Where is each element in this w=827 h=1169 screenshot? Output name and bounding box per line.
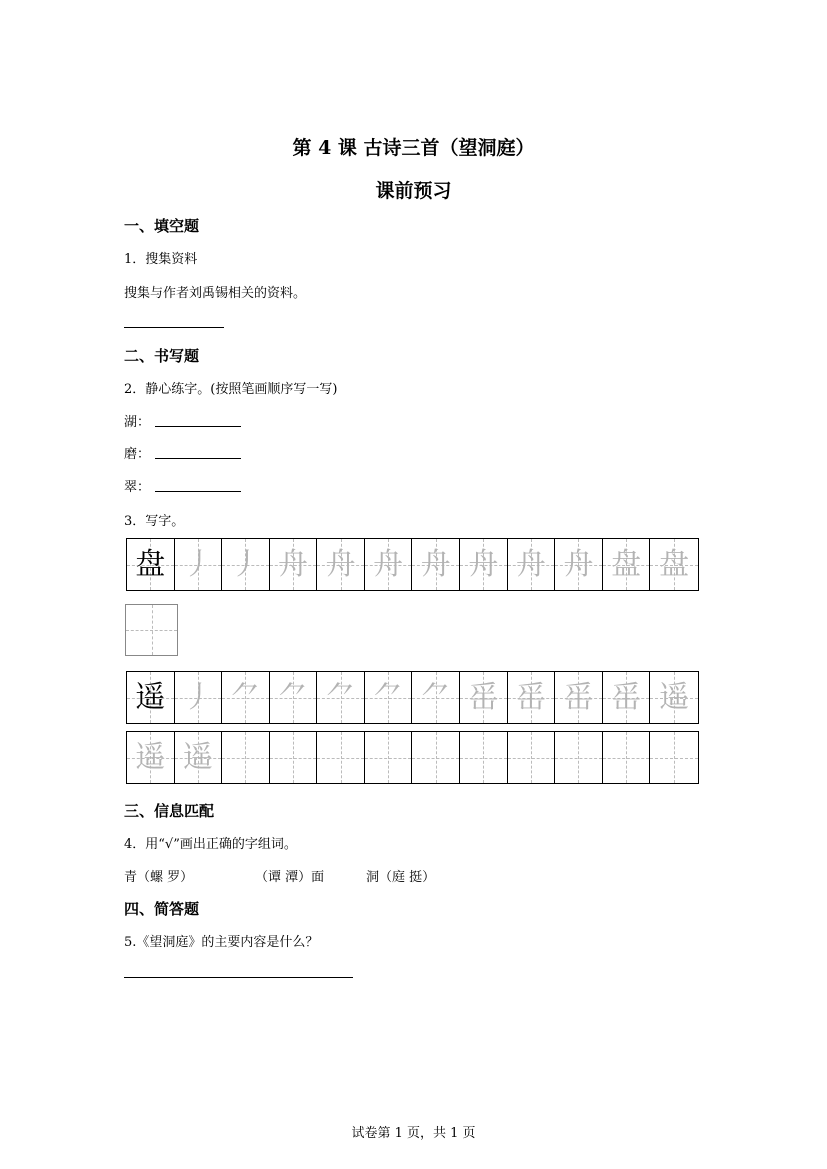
practice-cell[interactable]: [650, 732, 698, 783]
stroke-cell: [508, 539, 556, 590]
question-4-label: 4．用“√”画出正确的字组词。: [124, 837, 297, 852]
question-1-text: 搜集与作者刘禹锡相关的资料。: [124, 286, 307, 301]
writing-line-mo[interactable]: [155, 458, 241, 459]
stroke-step: ⺈: [278, 679, 309, 715]
match-option-1[interactable]: 青（螺 罗）: [124, 870, 194, 885]
stroke-step: 舟: [563, 546, 594, 582]
stroke-step: 丿: [230, 546, 261, 582]
stroke-cell: [603, 672, 651, 723]
stroke-cell: [650, 672, 698, 723]
stroke-cell: [412, 672, 460, 723]
practice-cell[interactable]: [412, 732, 460, 783]
stroke-step: 盘: [659, 546, 690, 582]
stroke-step: 䍃: [468, 679, 499, 715]
practice-cell[interactable]: [365, 732, 413, 783]
writing-line-hu[interactable]: [155, 426, 241, 427]
stroke-cell: [317, 672, 365, 723]
stroke-cell: [603, 539, 651, 590]
stroke-cell: [222, 672, 270, 723]
practice-cell[interactable]: [317, 732, 365, 783]
stroke-cell: [365, 672, 413, 723]
trace-char: 遥: [135, 739, 166, 775]
stroke-step: 丿: [182, 679, 213, 715]
stroke-cell: [555, 539, 603, 590]
trace-cell[interactable]: [127, 732, 175, 783]
stroke-cell: [508, 672, 556, 723]
writing-item-cui: 翠：: [124, 480, 151, 495]
stroke-step: 䍃: [563, 679, 594, 715]
practice-cell[interactable]: [270, 732, 318, 783]
model-char: 遥: [135, 679, 166, 715]
practice-cell[interactable]: [222, 732, 270, 783]
model-cell: [127, 672, 175, 723]
stroke-cell: [175, 539, 223, 590]
stroke-cell: [175, 672, 223, 723]
page-subtitle: 课前预习: [375, 180, 452, 202]
model-char: 盘: [135, 546, 166, 582]
stroke-step: 舟: [468, 546, 499, 582]
stroke-cell: [555, 672, 603, 723]
section-heading-writing: 二、书写题: [124, 347, 200, 365]
stroke-cell: [460, 672, 508, 723]
stroke-grid-yao: [126, 671, 699, 724]
section-heading-match: 三、信息匹配: [124, 802, 215, 820]
stroke-cell: [270, 539, 318, 590]
stroke-cell: [317, 539, 365, 590]
page-title: 第 4 课 古诗三首（望洞庭）: [292, 137, 535, 159]
model-cell: [127, 539, 175, 590]
trace-char: 遥: [182, 739, 213, 775]
question-5-label: 5.《望洞庭》的主要内容是什么？: [124, 935, 319, 950]
stroke-step: 舟: [325, 546, 356, 582]
answer-line-5[interactable]: [124, 977, 353, 978]
stroke-step: 舟: [373, 546, 404, 582]
stroke-step: 遥: [659, 679, 690, 715]
page-footer: 试卷第 1 页，共 1 页: [351, 1126, 476, 1141]
stroke-cell: [650, 539, 698, 590]
stroke-cell: [365, 539, 413, 590]
stroke-cell: [270, 672, 318, 723]
stroke-step: ⺈: [420, 679, 451, 715]
question-1-label: 1．搜集资料: [124, 252, 198, 267]
writing-item-hu: 湖：: [124, 415, 151, 430]
stroke-step: ⺈: [325, 679, 356, 715]
stroke-step: 䍃: [611, 679, 642, 715]
practice-cell[interactable]: [460, 732, 508, 783]
stroke-cell: [412, 539, 460, 590]
stroke-step: ⺈: [373, 679, 404, 715]
stroke-step: 丿: [182, 546, 213, 582]
practice-cell[interactable]: [603, 732, 651, 783]
stroke-step: ⺈: [230, 679, 261, 715]
stroke-step: 盘: [611, 546, 642, 582]
answer-line-1[interactable]: [124, 327, 224, 328]
practice-cell-empty[interactable]: [125, 604, 178, 656]
section-heading-short-answer: 四、简答题: [124, 900, 200, 918]
section-heading-fill: 一、填空题: [124, 217, 200, 235]
stroke-step: 舟: [515, 546, 546, 582]
question-3-label: 3．写字。: [124, 514, 185, 529]
practice-cell[interactable]: [555, 732, 603, 783]
writing-item-mo: 磨：: [124, 447, 151, 462]
practice-cell[interactable]: [508, 732, 556, 783]
stroke-cell: [222, 539, 270, 590]
writing-line-cui[interactable]: [155, 491, 241, 492]
practice-grid-yao: [126, 731, 699, 784]
stroke-step: 舟: [278, 546, 309, 582]
match-option-2[interactable]: （谭 潭）面: [255, 870, 325, 885]
stroke-grid-pan: [126, 538, 699, 591]
trace-cell[interactable]: [175, 732, 223, 783]
stroke-step: 䍃: [515, 679, 546, 715]
stroke-step: 舟: [420, 546, 451, 582]
question-2-label: 2．静心练字。(按照笔画顺序写一写): [124, 382, 338, 397]
stroke-cell: [460, 539, 508, 590]
match-option-3[interactable]: 洞（庭 挺）: [366, 870, 436, 885]
